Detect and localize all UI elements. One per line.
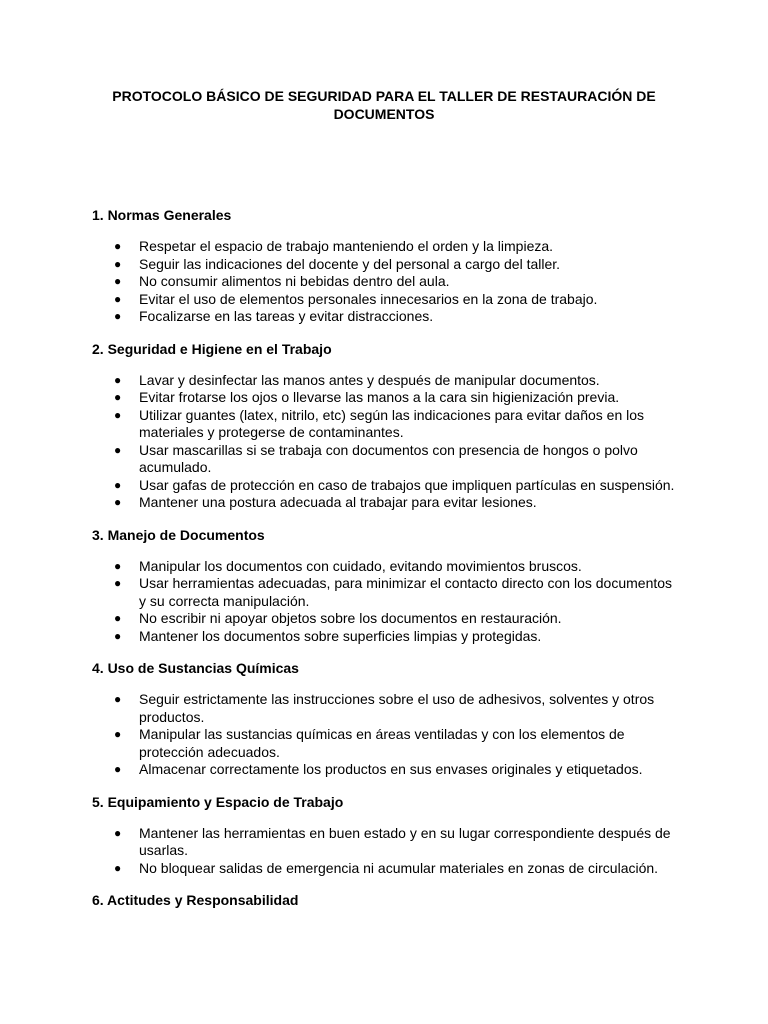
list-item — [92, 691, 676, 726]
bullet-icon: ● — [114, 576, 122, 590]
document-body — [92, 206, 676, 909]
list-item-text: No bloquear salidas de emergencia ni acumular materiales en zonas de circulación. — [139, 859, 659, 876]
section-heading: 4. Uso de Sustancias Químicas — [92, 660, 299, 676]
bullet-icon: ● — [114, 692, 122, 706]
document-title: PROTOCOLO BÁSICO DE SEGURIDAD PARA EL TALLER DE RESTAURACIÓN DE DOCUMENTOS — [112, 88, 656, 122]
list-item-text: Manipular las sustancias químicas en áreas ventiladas y con los elementos de protección adecuados. — [139, 726, 625, 760]
bullet-icon: ● — [114, 256, 122, 271]
bullet-list — [92, 238, 676, 326]
list-item-text: Manipular los documentos con cuidado, evitando movimientos bruscos. — [139, 557, 582, 574]
list-item-text: Usar gafas de protección en caso de trabajos que impliquen partículas en suspensión. — [139, 476, 675, 493]
list-item-text: No escribir ni apoyar objetos sobre los documentos en restauración. — [139, 610, 562, 626]
list-item-text: Almacenar correctamente los productos en sus envases originales y etiquetados. — [139, 761, 643, 777]
list-item-text: Seguir las indicaciones del docente y del personal a cargo del taller. — [139, 255, 561, 272]
list-item — [92, 494, 676, 512]
bullet-icon: ● — [114, 239, 122, 253]
list-item-text: Mantener una postura adecuada al trabajar para evitar lesiones. — [139, 494, 537, 510]
list-item-text: Seguir estrictamente las instrucciones sobre el uso de adhesivos, solventes y otros productos. — [139, 691, 655, 725]
list-item-text: Respetar el espacio de trabajo manteniendo el orden y la limpieza. — [139, 238, 554, 254]
list-item — [92, 372, 676, 390]
list-item — [92, 860, 676, 878]
list-item-text: Lavar y desinfectar las manos antes y después de manipular documentos. — [139, 371, 600, 388]
bullet-icon: ● — [114, 825, 122, 840]
bullet-list — [92, 372, 676, 512]
list-item — [92, 256, 676, 274]
bullet-icon: ● — [114, 309, 122, 323]
list-item — [92, 407, 676, 442]
list-item — [92, 610, 676, 628]
bullet-icon: ● — [114, 274, 122, 288]
list-item-text: Mantener las herramientas en buen estado y en su lugar correspondiente después de usarlas. — [139, 824, 671, 858]
list-item-text: Utilizar guantes (latex, nitrilo, etc) según las indicaciones para evitar daños en los materiales y protegerse de contaminantes. — [139, 406, 645, 440]
section-heading: 5. Equipamiento y Espacio de Trabajo — [92, 793, 344, 810]
bullet-list — [92, 691, 676, 779]
bullet-icon: ● — [114, 495, 122, 509]
bullet-icon: ● — [114, 860, 122, 875]
list-item-text: Usar mascarillas si se trabaja con documentos con presencia de hongos o polvo acumulado. — [139, 441, 638, 475]
list-item-text: Mantener los documentos sobre superficies limpias y protegidas. — [139, 627, 542, 644]
bullet-list — [92, 825, 676, 878]
bullet-icon: ● — [114, 727, 122, 741]
section-heading: 2. Seguridad e Higiene en el Trabajo — [92, 340, 332, 357]
list-item — [92, 628, 676, 646]
bullet-icon: ● — [114, 442, 122, 457]
section-heading: 1. Normas Generales — [92, 207, 232, 223]
list-item — [92, 761, 676, 779]
section-heading: 3. Manejo de Documentos — [92, 526, 265, 543]
list-item-text: Evitar el uso de elementos personales innecesarios en la zona de trabajo. — [139, 290, 598, 307]
bullet-icon: ● — [114, 477, 122, 492]
list-item — [92, 575, 676, 610]
list-item — [92, 558, 676, 576]
bullet-icon: ● — [114, 390, 122, 404]
bullet-icon: ● — [114, 372, 122, 387]
list-item — [92, 273, 676, 291]
bullet-icon: ● — [114, 558, 122, 573]
list-item — [92, 477, 676, 495]
list-item-text: Focalizarse en las tareas y evitar distracciones. — [139, 308, 434, 324]
list-item — [92, 825, 676, 860]
bullet-icon: ● — [114, 762, 122, 776]
list-item — [92, 389, 676, 407]
bullet-list — [92, 558, 676, 646]
list-item — [92, 442, 676, 477]
bullet-icon: ● — [114, 628, 122, 643]
list-item — [92, 308, 676, 326]
section-heading: 6. Actitudes y Responsabilidad — [92, 892, 299, 908]
title-spacer — [92, 123, 676, 206]
list-item — [92, 726, 676, 761]
list-item-text: Usar herramientas adecuadas, para minimizar el contacto directo con los documentos y su correcta manipulación. — [139, 575, 673, 609]
bullet-icon: ● — [114, 611, 122, 625]
list-item-text: Evitar frotarse los ojos o llevarse las manos a la cara sin higienización previa. — [139, 389, 620, 405]
list-item — [92, 291, 676, 309]
bullet-icon: ● — [114, 407, 122, 422]
list-item — [92, 238, 676, 256]
bullet-icon: ● — [114, 291, 122, 306]
list-item-text: No consumir alimentos ni bebidas dentro del aula. — [139, 273, 450, 289]
